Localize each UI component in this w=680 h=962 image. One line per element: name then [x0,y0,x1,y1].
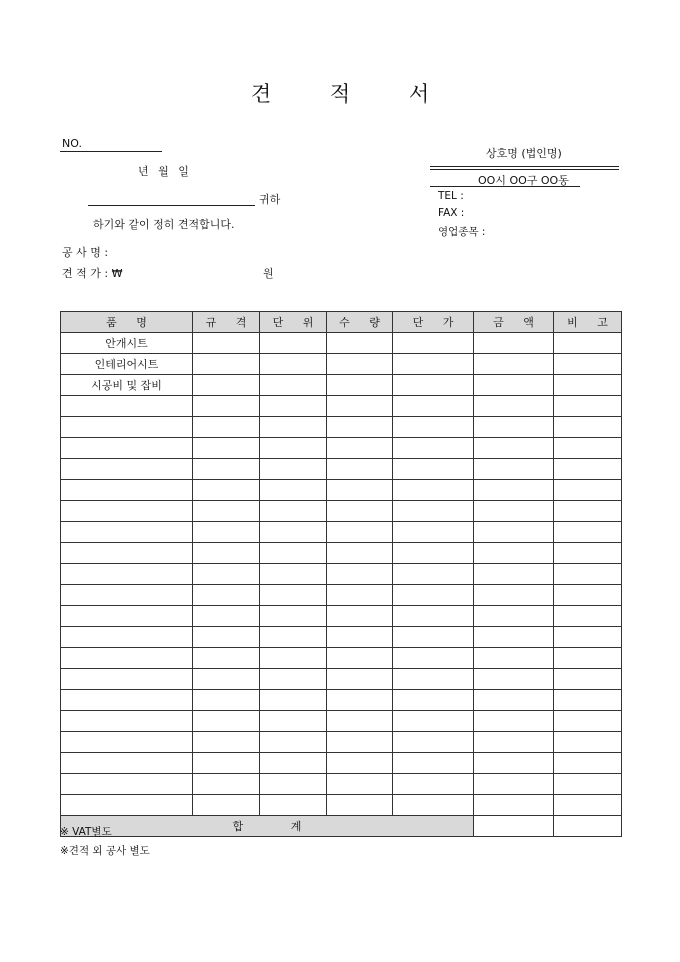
col-header-spec: 규 격 [193,312,260,333]
unit-cell[interactable] [260,480,327,501]
spec-cell[interactable] [193,459,260,480]
table-row [61,438,622,459]
spec-cell[interactable] [193,564,260,585]
remarks-cell[interactable] [554,753,622,774]
quantity-cell[interactable] [327,753,393,774]
amount-cell[interactable] [474,333,554,354]
quantity-cell[interactable] [327,438,393,459]
table-row [61,669,622,690]
unit-price-cell[interactable] [393,354,474,375]
spec-cell[interactable] [193,501,260,522]
amount-cell[interactable] [474,417,554,438]
remarks-cell[interactable] [554,333,622,354]
spec-cell[interactable] [193,753,260,774]
quantity-cell[interactable] [327,417,393,438]
item-name-cell[interactable] [61,795,193,816]
remarks-cell[interactable] [554,669,622,690]
item-name-cell[interactable] [61,690,193,711]
amount-cell[interactable] [474,375,554,396]
item-name-cell[interactable]: 인테리어시트 [61,354,193,375]
unit-cell[interactable] [260,669,327,690]
item-name-cell[interactable] [61,606,193,627]
document-title: 견 적 서 [250,82,456,106]
remarks-cell[interactable] [554,648,622,669]
amount-cell[interactable] [474,669,554,690]
unit-cell[interactable] [260,417,327,438]
company-name-label: 상호명 (법인명) [486,147,562,160]
amount-cell[interactable] [474,396,554,417]
table-row [61,627,622,648]
unit-price-cell[interactable] [393,795,474,816]
unit-price-cell[interactable] [393,396,474,417]
unit-price-cell[interactable] [393,522,474,543]
remarks-cell[interactable] [554,375,622,396]
item-name-cell[interactable] [61,480,193,501]
unit-cell[interactable] [260,753,327,774]
table-row [61,417,622,438]
unit-price-cell[interactable] [393,753,474,774]
spec-cell[interactable] [193,480,260,501]
company-address-underline [430,186,580,187]
table-row [61,690,622,711]
spec-cell[interactable] [193,333,260,354]
remarks-cell[interactable] [554,690,622,711]
quantity-cell[interactable] [327,564,393,585]
spec-cell[interactable] [193,669,260,690]
table-row [61,648,622,669]
unit-price-cell[interactable] [393,669,474,690]
item-name-cell[interactable] [61,585,193,606]
tel-label: TEL : [438,190,464,202]
unit-cell[interactable] [260,690,327,711]
table-row [61,585,622,606]
fax-label: FAX : [438,207,465,219]
quantity-cell[interactable] [327,648,393,669]
spec-cell[interactable] [193,648,260,669]
total-label: 합 계 [61,816,474,837]
unit-price-cell[interactable] [393,417,474,438]
unit-price-cell[interactable] [393,501,474,522]
table-row [61,564,622,585]
table-row [61,375,622,396]
remarks-cell[interactable] [554,438,622,459]
unit-price-cell[interactable] [393,774,474,795]
unit-cell[interactable] [260,564,327,585]
amount-cell[interactable] [474,564,554,585]
spec-cell[interactable] [193,627,260,648]
quantity-cell[interactable] [327,396,393,417]
company-double-line-bottom [430,169,619,170]
quantity-cell[interactable] [327,711,393,732]
remarks-cell[interactable] [554,606,622,627]
unit-price-cell[interactable] [393,333,474,354]
remarks-cell[interactable] [554,564,622,585]
unit-cell[interactable] [260,606,327,627]
total-row [61,816,622,837]
unit-cell[interactable] [260,354,327,375]
recipient-line[interactable] [88,205,255,206]
unit-cell[interactable] [260,774,327,795]
table-row [61,459,622,480]
spec-cell[interactable] [193,606,260,627]
amount-cell[interactable] [474,711,554,732]
unit-cell[interactable] [260,732,327,753]
remarks-cell[interactable] [554,480,622,501]
amount-cell[interactable] [474,774,554,795]
remarks-cell[interactable] [554,732,622,753]
unit-price-cell[interactable] [393,690,474,711]
amount-cell[interactable] [474,606,554,627]
table-row [61,543,622,564]
quantity-cell[interactable] [327,669,393,690]
quantity-cell[interactable] [327,354,393,375]
amount-cell[interactable] [474,795,554,816]
note-vat: ※ VAT별도 [60,826,112,838]
amount-cell[interactable] [474,648,554,669]
remarks-cell[interactable] [554,522,622,543]
item-name-cell[interactable]: 시공비 및 잡비 [61,375,193,396]
unit-cell[interactable] [260,459,327,480]
col-header-item-name: 품 명 [61,312,193,333]
amount-cell[interactable] [474,522,554,543]
remarks-cell[interactable] [554,795,622,816]
unit-cell[interactable] [260,627,327,648]
no-underline [60,151,162,152]
remarks-cell[interactable] [554,627,622,648]
amount-cell[interactable] [474,585,554,606]
item-name-cell[interactable] [61,648,193,669]
spec-cell[interactable] [193,795,260,816]
col-header-amount: 금 액 [474,312,554,333]
quantity-cell[interactable] [327,522,393,543]
unit-price-cell[interactable] [393,585,474,606]
unit-cell[interactable] [260,375,327,396]
remarks-cell[interactable] [554,543,622,564]
recipient-suffix: 귀하 [259,193,281,206]
amount-cell[interactable] [474,354,554,375]
col-header-unit: 단 위 [260,312,327,333]
table-row [61,732,622,753]
amount-cell[interactable] [474,690,554,711]
unit-cell[interactable] [260,522,327,543]
spec-cell[interactable] [193,585,260,606]
amount-cell[interactable] [474,753,554,774]
spec-cell[interactable] [193,774,260,795]
quantity-cell[interactable] [327,333,393,354]
intro-text: 하기와 같이 정히 견적합니다. [93,218,235,231]
no-label: NO. [62,137,82,150]
unit-price-cell[interactable] [393,606,474,627]
spec-cell[interactable] [193,354,260,375]
total-remarks-cell[interactable] [554,816,622,837]
table-row [61,774,622,795]
table-row [61,795,622,816]
unit-cell[interactable] [260,543,327,564]
amount-cell[interactable] [474,501,554,522]
amount-cell[interactable] [474,627,554,648]
unit-price-cell[interactable] [393,459,474,480]
table-row [61,354,622,375]
amount-cell[interactable] [474,732,554,753]
remarks-cell[interactable] [554,711,622,732]
unit-cell[interactable] [260,711,327,732]
quantity-cell[interactable] [327,732,393,753]
unit-price-cell[interactable] [393,438,474,459]
quantity-cell[interactable] [327,375,393,396]
item-name-cell[interactable] [61,669,193,690]
item-name-cell[interactable] [61,627,193,648]
unit-price-cell[interactable] [393,732,474,753]
spec-cell[interactable] [193,690,260,711]
remarks-cell[interactable] [554,501,622,522]
amount-cell[interactable] [474,438,554,459]
unit-cell[interactable] [260,438,327,459]
table-row [61,753,622,774]
unit-price-cell[interactable] [393,627,474,648]
remarks-cell[interactable] [554,417,622,438]
table-row [61,333,622,354]
quantity-cell[interactable] [327,459,393,480]
quantity-cell[interactable] [327,606,393,627]
estimate-price-label: 견 적 가 : ₩ [62,267,123,280]
item-name-cell[interactable] [61,753,193,774]
quantity-cell[interactable] [327,543,393,564]
total-amount-cell[interactable] [474,816,554,837]
table-row [61,480,622,501]
spec-cell[interactable] [193,438,260,459]
unit-cell[interactable] [260,648,327,669]
quantity-cell[interactable] [327,690,393,711]
unit-price-cell[interactable] [393,480,474,501]
item-name-cell[interactable] [61,438,193,459]
amount-cell[interactable] [474,543,554,564]
col-header-unit-price: 단 가 [393,312,474,333]
item-name-cell[interactable] [61,774,193,795]
table-row [61,501,622,522]
quantity-cell[interactable] [327,480,393,501]
won-label: 원 [263,267,274,280]
project-name-label: 공 사 명 : [62,246,109,259]
item-name-cell[interactable] [61,732,193,753]
quantity-cell[interactable] [327,501,393,522]
item-name-cell[interactable] [61,522,193,543]
spec-cell[interactable] [193,417,260,438]
quantity-cell[interactable] [327,585,393,606]
item-name-cell[interactable]: 안개시트 [61,333,193,354]
item-name-cell[interactable] [61,543,193,564]
spec-cell[interactable] [193,375,260,396]
unit-cell[interactable] [260,333,327,354]
spec-cell[interactable] [193,396,260,417]
remarks-cell[interactable] [554,396,622,417]
table-header-row [61,312,622,333]
table-row [61,396,622,417]
note-extra-work: ※견적 외 공사 별도 [60,845,150,857]
remarks-cell[interactable] [554,774,622,795]
unit-cell[interactable] [260,585,327,606]
unit-price-cell[interactable] [393,564,474,585]
unit-price-cell[interactable] [393,543,474,564]
company-double-line-top [430,166,619,167]
item-name-cell[interactable] [61,501,193,522]
remarks-cell[interactable] [554,585,622,606]
table-row [61,522,622,543]
company-address: OO시 OO구 OO동 [478,174,569,187]
spec-cell[interactable] [193,543,260,564]
spec-cell[interactable] [193,711,260,732]
item-name-cell[interactable] [61,459,193,480]
spec-cell[interactable] [193,732,260,753]
quantity-cell[interactable] [327,795,393,816]
unit-price-cell[interactable] [393,648,474,669]
table-row [61,711,622,732]
business-type-label: 영업종목 : [438,226,486,238]
remarks-cell[interactable] [554,354,622,375]
unit-cell[interactable] [260,795,327,816]
estimate-table [60,311,622,837]
quantity-cell[interactable] [327,627,393,648]
col-header-remarks: 비 고 [554,312,622,333]
item-name-cell[interactable] [61,396,193,417]
date-label: 년 월 일 [138,165,189,178]
amount-cell[interactable] [474,480,554,501]
item-name-cell[interactable] [61,417,193,438]
amount-cell[interactable] [474,459,554,480]
unit-price-cell[interactable] [393,711,474,732]
unit-price-cell[interactable] [393,375,474,396]
unit-cell[interactable] [260,501,327,522]
col-header-quantity: 수 량 [327,312,393,333]
spec-cell[interactable] [193,522,260,543]
quantity-cell[interactable] [327,774,393,795]
remarks-cell[interactable] [554,459,622,480]
item-name-cell[interactable] [61,711,193,732]
table-row [61,606,622,627]
item-name-cell[interactable] [61,564,193,585]
unit-cell[interactable] [260,396,327,417]
